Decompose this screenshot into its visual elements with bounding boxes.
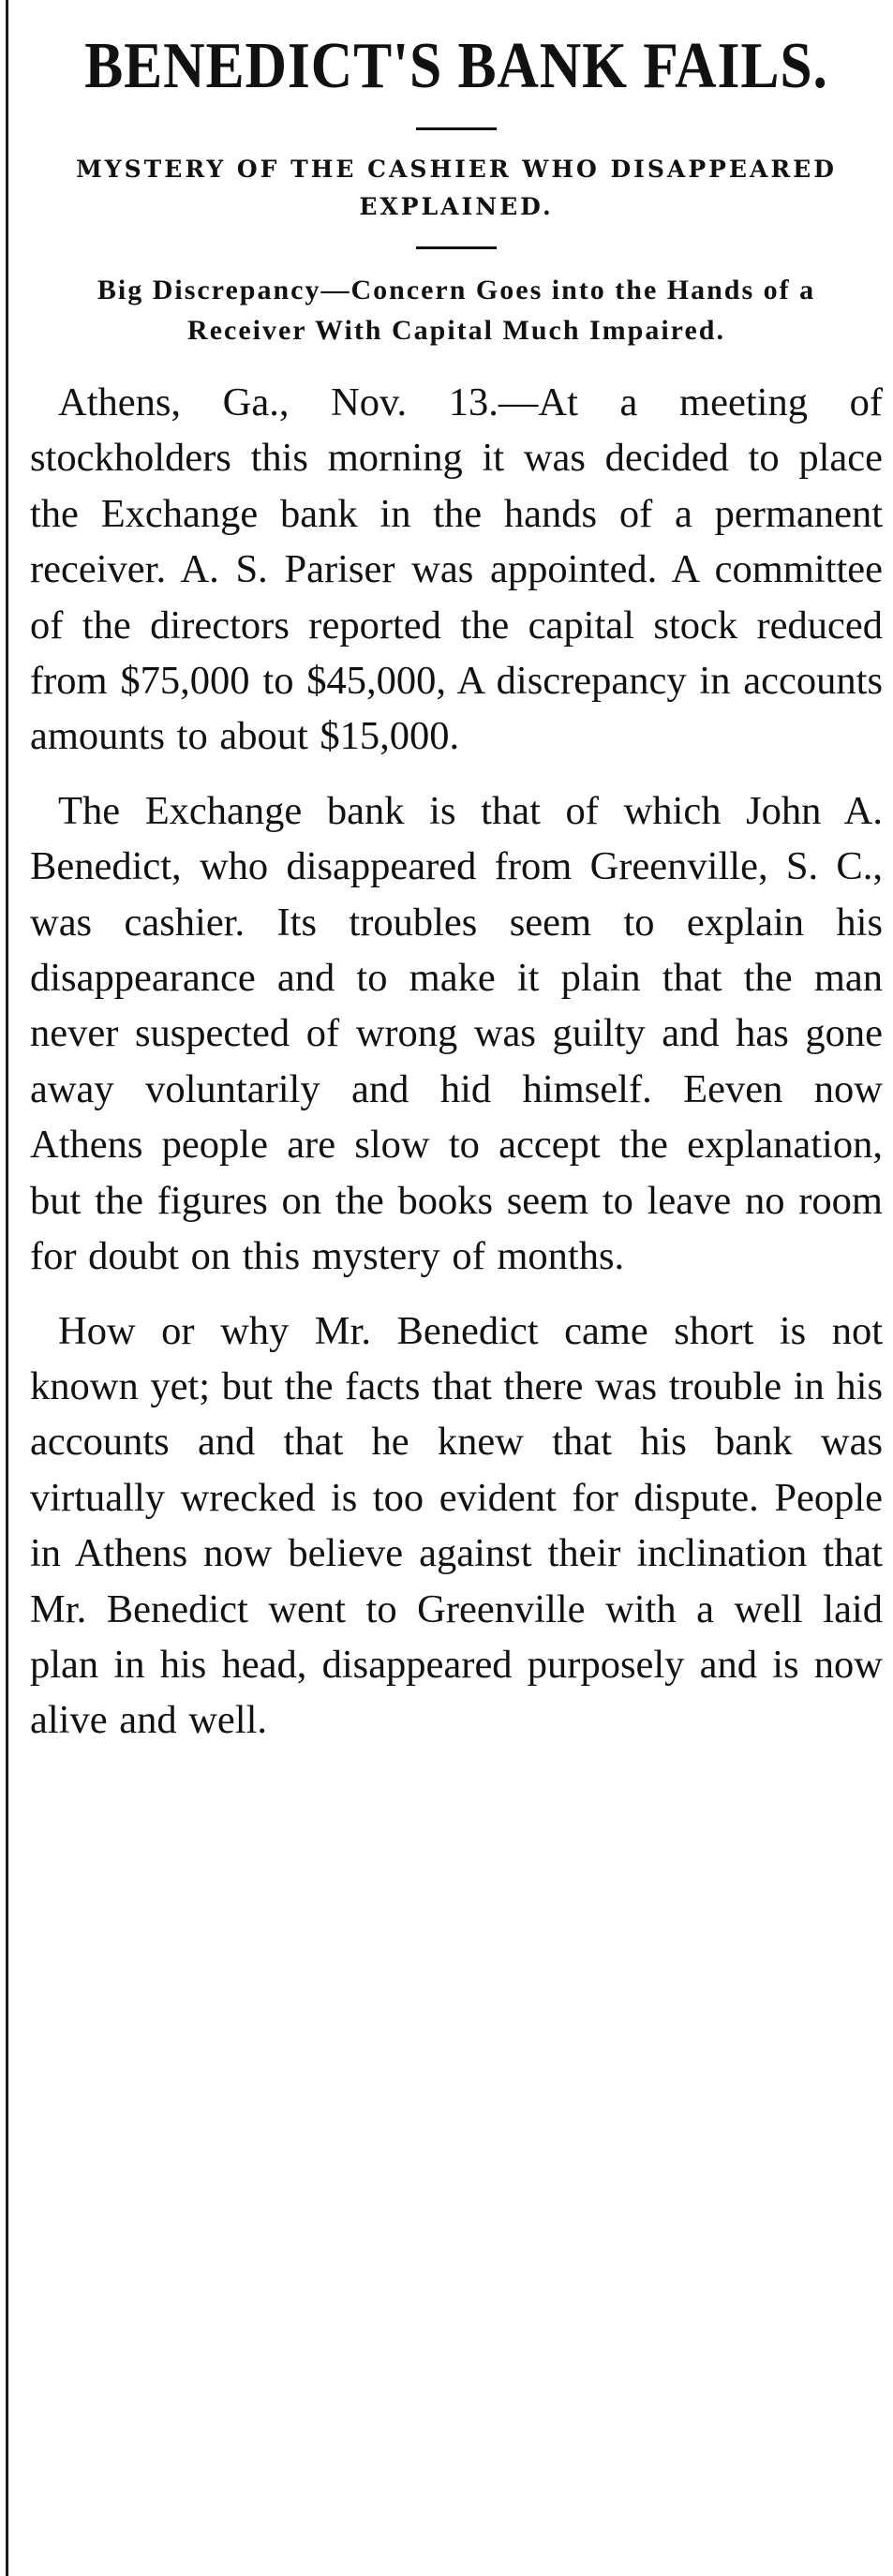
- headline: BENEDICT'S BANK FAILS.: [84, 30, 828, 102]
- subheadline: MYSTERY OF THE CASHIER WHO DISAPPEARED EXPLAINED.: [76, 156, 837, 220]
- subhead-divider: [416, 246, 497, 249]
- deck: Big Discrepancy—Concern Goes into the Hands of a Receiver With Capital Much Impaired.: [97, 275, 816, 346]
- news-article: [30, 0, 883, 1749]
- headline-divider: [416, 127, 497, 130]
- paragraph-2: The Exchange bank is that of which John A. Benedict, who disappeared from Greenville, S. C., was cashier. Its troubles seem to explain his disappearance and to make it plain that the man never suspected of wrong was guilty and has gone away voluntarily and hid himself. Eeven now Athens people are slow to accept the explanation, but the figures on the books seem to leave no room for doubt on this mystery of months.: [30, 788, 883, 1279]
- paragraph-3: How or why Mr. Benedict came short is not known yet; but the facts that there was trouble in his accounts and that he knew that his bank was virtually wrecked is too evident for dispute. People in Athens now believe against their inclination that Mr. Benedict went to Greenville with a well laid plan in his head, disappeared purposely and is now alive and well.: [30, 1308, 883, 1743]
- paragraph-1: Athens, Ga., Nov. 13.—At a meeting of stockholders this morning it was decided to place the Exchange bank in the hands of a permanent receiver. A. S. Pariser was appointed. A committee of the directors reported the capital stock reduced from $75,000 to $45,000, A discrepancy in accounts amounts to about $15,000.: [30, 380, 883, 759]
- column-rule: [6, 0, 8, 2576]
